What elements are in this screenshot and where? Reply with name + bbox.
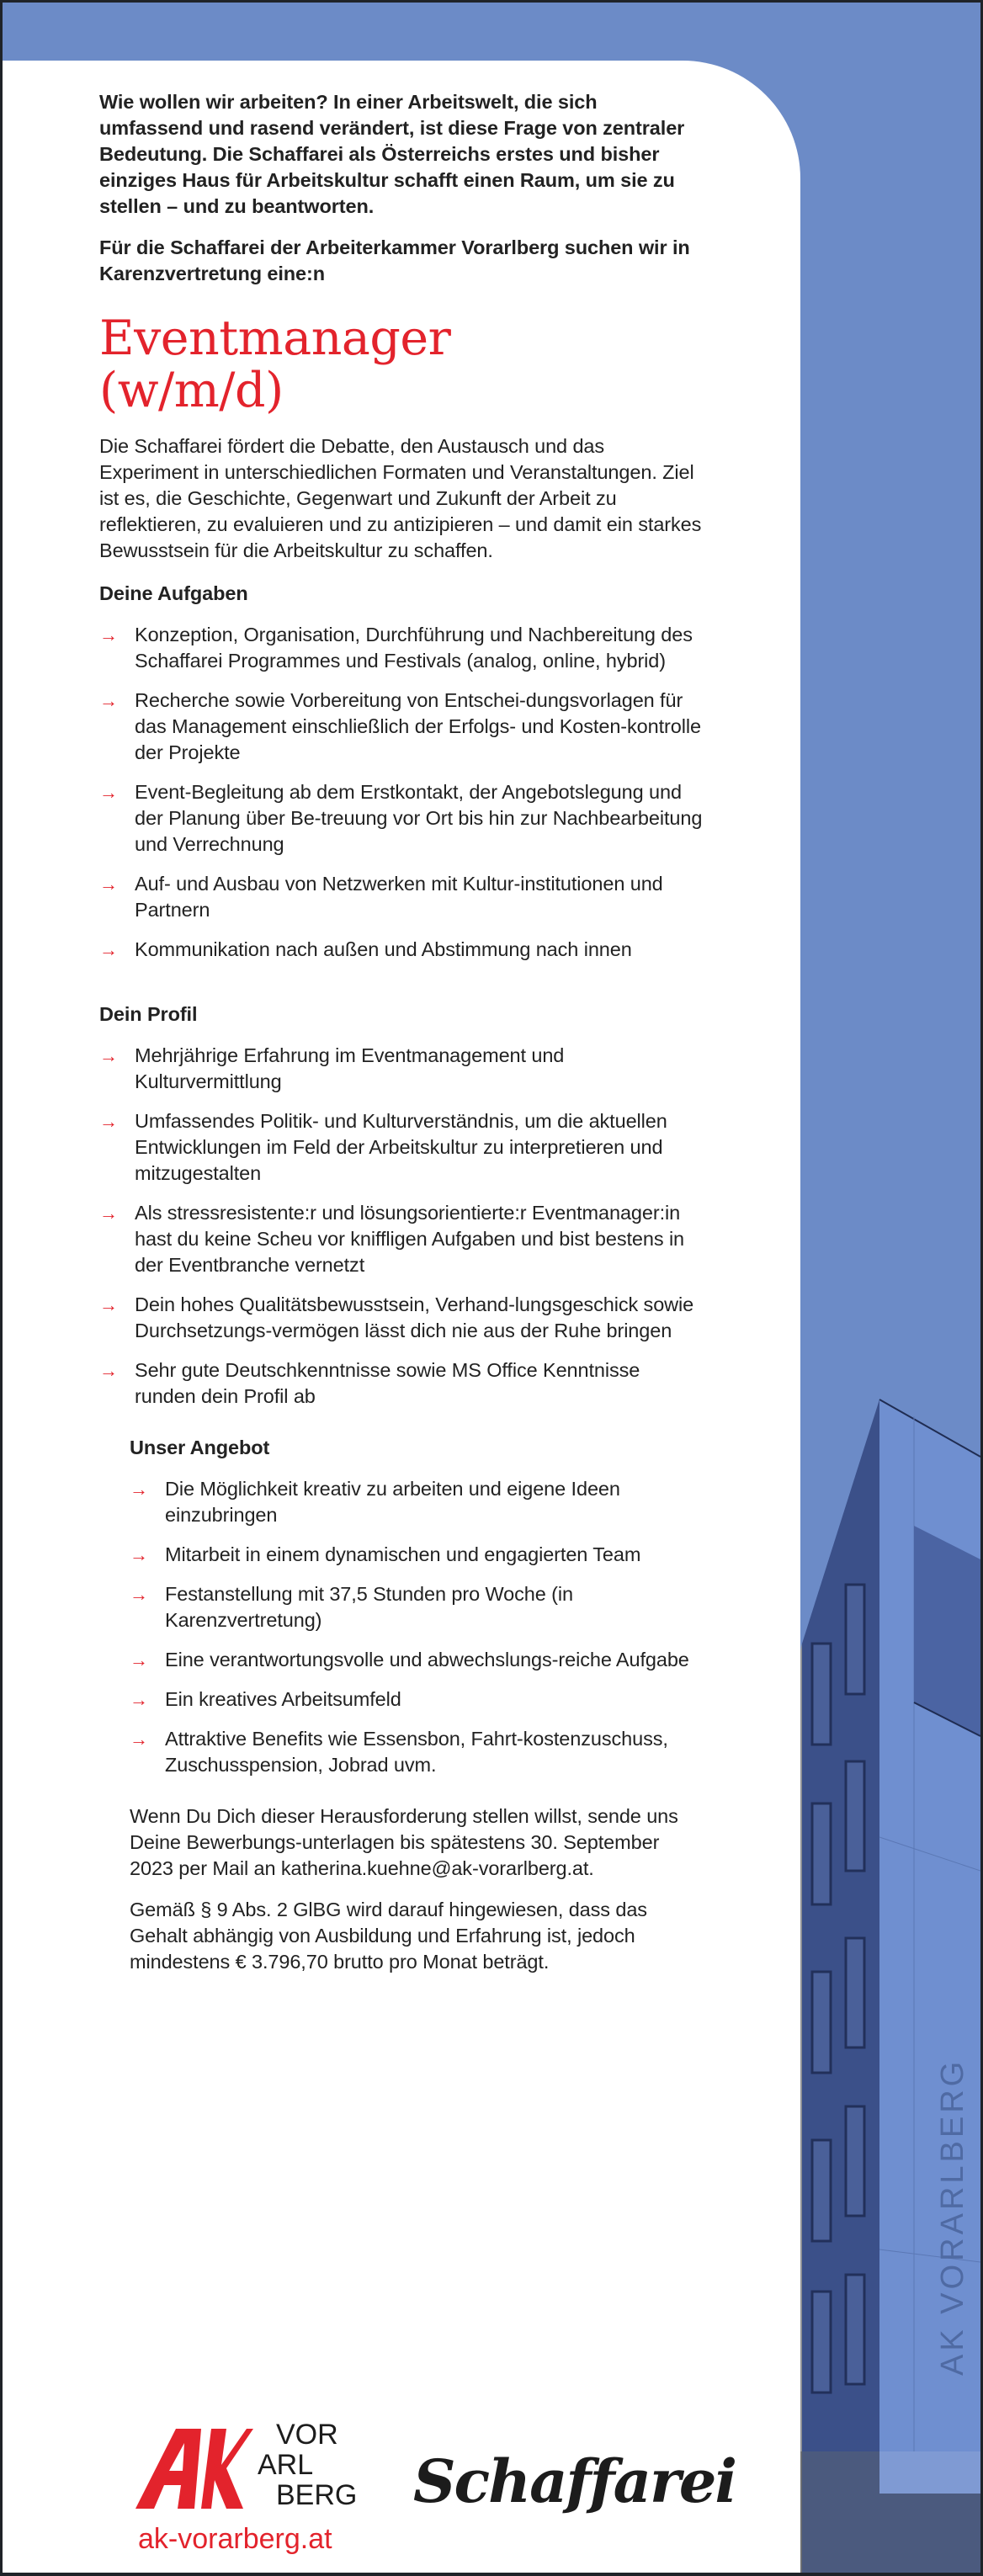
arrow-right-icon: → [130, 1584, 148, 1605]
arrow-right-icon: → [99, 690, 118, 711]
arrow-right-icon: → [99, 1111, 118, 1132]
section-tasks [99, 581, 705, 963]
intro-paragraph: Wie wollen wir arbeiten? In einer Arbeitswelt, die sich umfassend und rasend verändert, ist diese Frage von zentraler Bedeutung. Die Schaffarei als Österreichs erstes und bisher einziges Haus für Arbeitskultur schafft einen Raum, um sie zu stellen – und zu beantworten. [99, 91, 685, 217]
section-heading: Unser Angebot [130, 1437, 270, 1458]
list-item-text: Ein kreatives Arbeitsumfeld [165, 1688, 401, 1710]
arrow-right-icon: → [99, 1294, 118, 1315]
list-item-text: Eine verantwortungsvolle und abwechslungs-reiche Aufgabe [165, 1649, 689, 1670]
list-item [99, 779, 705, 858]
arrow-right-icon: → [130, 1479, 148, 1500]
arrow-right-icon: → [99, 1203, 118, 1224]
schaffarei-logo: Schaffarei [413, 2446, 736, 2516]
list-item-text: Als stressresistente:r und lösungsorientierte:r Eventmanager:in hast du keine Scheu vor kniffligen Aufgaben und bist bestens in der Eventbranche vernetzt [135, 1202, 685, 1276]
list-item [99, 622, 705, 674]
arrow-right-icon: → [130, 1729, 148, 1750]
profile-list [99, 1043, 705, 1410]
section-profile [99, 1001, 705, 1410]
list-item-text: Mitarbeit in einem dynamischen und engagierten Team [165, 1543, 641, 1565]
ak-word: ARL [258, 2449, 314, 2481]
list-item [130, 1581, 705, 1633]
offer-list [130, 1476, 705, 1778]
list-item-text: Attraktive Benefits wie Essensbon, Fahrt-kostenzuschuss, Zuschusspension, Jobrad uvm. [165, 1728, 668, 1776]
list-item [99, 1200, 705, 1278]
list-item-text: Mehrjährige Erfahrung im Eventmanagement und Kulturvermittlung [135, 1044, 565, 1092]
job-title-line1: Eventmanager [99, 311, 451, 366]
job-ad-content [99, 89, 705, 1975]
section-offer [130, 1435, 705, 1975]
arrow-right-icon: → [99, 874, 118, 895]
list-item [99, 871, 705, 923]
list-item-text: Umfassendes Politik- und Kulturverständnis, um die aktuellen Entwicklungen im Feld der Arbeitskultur zu interpretieren und mitzugestalten [135, 1110, 667, 1184]
ak-word: BERG [276, 2479, 358, 2511]
list-item [130, 1726, 705, 1778]
ak-word: VOR [276, 2419, 338, 2451]
arrow-right-icon: → [99, 1360, 118, 1381]
list-item [130, 1647, 705, 1673]
section-heading: Dein Profil [99, 1003, 198, 1025]
facade-lettering: AK VORARLBERG [935, 2058, 970, 2376]
arrow-right-icon: → [130, 1689, 148, 1710]
list-item [130, 1542, 705, 1568]
arrow-right-icon: → [99, 782, 118, 803]
search-line: Für die Schaffarei der Arbeiterkammer Vorarlberg suchen wir in Karenzvertretung eine:n [99, 236, 690, 284]
footer-logos [127, 2416, 736, 2568]
job-ad-page [3, 3, 980, 2573]
list-item-text: Sehr gute Deutschkenntnisse sowie MS Office Kenntnisse runden dein Profil ab [135, 1359, 640, 1407]
list-item [130, 1476, 705, 1528]
list-item [99, 1043, 705, 1095]
ak-website-link[interactable]: ak-vorarberg.at [138, 2523, 332, 2555]
list-item-text: Kommunikation nach außen und Abstimmung nach innen [135, 938, 632, 960]
arrow-right-icon: → [130, 1544, 148, 1565]
list-item [99, 1292, 705, 1344]
ak-logo-mark [135, 2425, 253, 2513]
legal-notice: Gemäß § 9 Abs. 2 GlBG wird darauf hingewiesen, dass das Gehalt abhängig von Ausbildung und Erfahrung ist, jedoch mindestens € 3.796,70 brutto pro Monat beträgt. [130, 1899, 647, 1973]
front-window [914, 1526, 980, 1736]
list-item-text: Festanstellung mit 37,5 Stunden pro Woche (in Karenzvertretung) [165, 1583, 573, 1631]
list-item-text: Die Möglichkeit kreativ zu arbeiten und eigene Ideen einzubringen [165, 1478, 620, 1526]
list-item [99, 937, 705, 963]
job-title [99, 312, 705, 417]
list-item [130, 1686, 705, 1713]
list-item [99, 688, 705, 766]
arrow-right-icon: → [99, 939, 118, 960]
section-heading: Deine Aufgaben [99, 582, 248, 604]
arrow-right-icon: → [130, 1649, 148, 1670]
task-list [99, 622, 705, 963]
list-item [99, 1108, 705, 1187]
list-item-text: Recherche sowie Vorbereitung von Entschei-dungsvorlagen für das Management einschließlich der Erfolgs- und Kosten-kontrolle der Projekte [135, 689, 701, 763]
list-item-text: Konzeption, Organisation, Durchführung und Nachbereitung des Schaffarei Programmes und Festivals (analog, online, hybrid) [135, 624, 693, 672]
arrow-right-icon: → [99, 1045, 118, 1066]
list-item-text: Event-Begleitung ab dem Erstkontakt, der Angebotslegung und der Planung über Be-treuung vor Ort bis hin zur Nachbearbeitung und Verrechnung [135, 781, 703, 855]
arrow-right-icon: → [99, 624, 118, 645]
list-item [99, 1357, 705, 1410]
lead-paragraph: Die Schaffarei fördert die Debatte, den Austausch und das Experiment in unterschiedlichen Formaten und Veranstaltungen. Ziel ist es, die Geschichte, Gegenwart und Zukunft der Arbeit zu reflektieren, zu evaluieren und zu antizipieren – und damit ein starkes Bewusstsein für die Arbeitskultur zu schaffen. [99, 435, 702, 561]
job-title-line2: (w/m/d) [99, 363, 284, 418]
list-item-text: Auf- und Ausbau von Netzwerken mit Kultur-institutionen und Partnern [135, 873, 663, 921]
ak-wordmark [258, 2419, 357, 2510]
list-item-text: Dein hohes Qualitätsbewusstsein, Verhand-lungsgeschick sowie Durchsetzungs-vermögen lässt dich nie aus der Ruhe bringen [135, 1293, 694, 1341]
application-text: Wenn Du Dich dieser Herausforderung stellen willst, sende uns Deine Bewerbungs-unterlagen bis spätestens 30. September 2023 per Mail an katherina.kuehne@ak-vorarlberg.at. [130, 1805, 678, 1879]
